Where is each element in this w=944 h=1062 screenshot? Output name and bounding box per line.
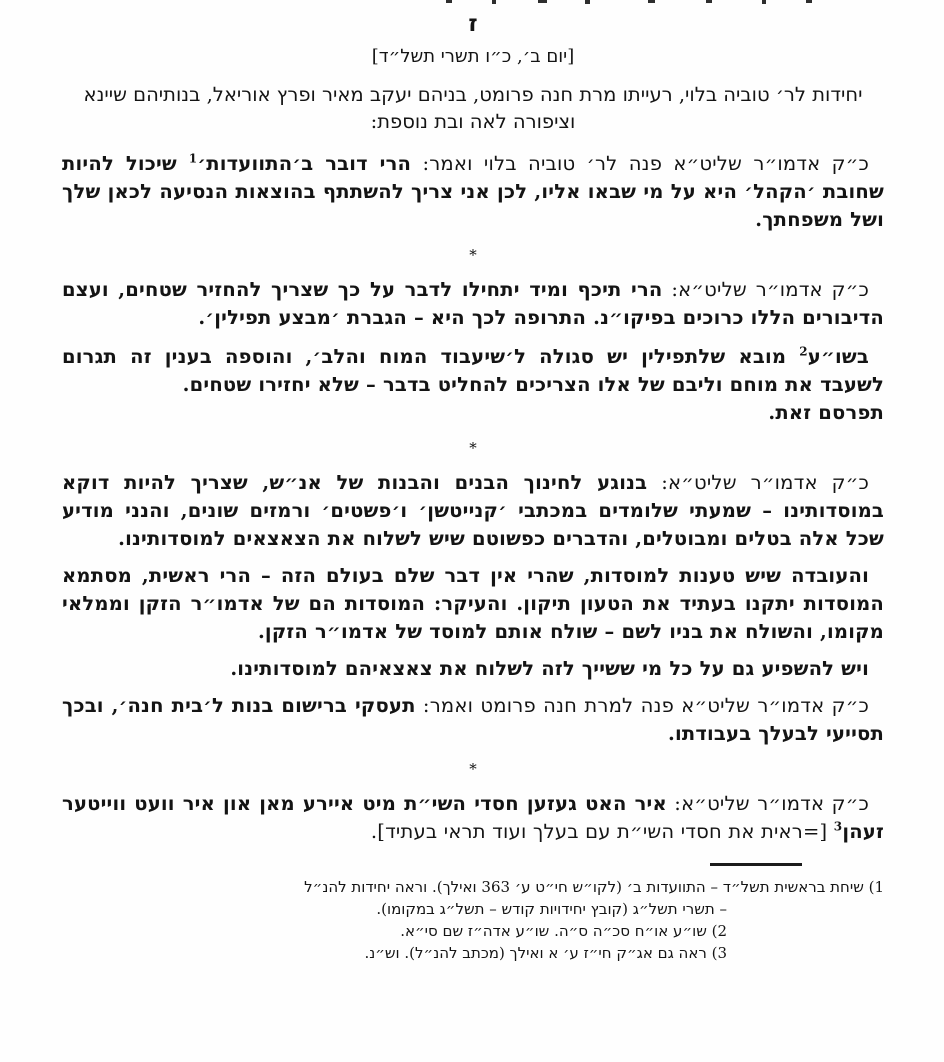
footnote-2: 2) שו״ע או״ח סכ״ה ס״ה. שו״ע אדה״ז שם סי״א. <box>400 921 727 940</box>
footnotes-block <box>62 876 884 964</box>
paragraph-taanos-mosdos: והעובדה שיש טענות למוסדות, שהרי אין דבר שלם בעולם הזה – הרי ראשית, מסתמא המוסדות יתקנו בעתיד את הטעון תיקון. והעיקר: המוסדות הם של אדמו״ר הזקן וממלאי מקומו, והשולח את בניו לשם – שולח אותם למוסד של אדמו״ר הזקן. <box>62 563 884 643</box>
footnote-separator-line <box>710 863 802 866</box>
paragraph-shulchan-aruch-segulah: בשו״ע$^2$ מובא שלתפילין יש סגולה ל׳שיעבוד המוח והלב׳, והוספה בענין זה תגרום לשעבד את מוחם וליבם של אלו הצריכים להחליט בדבר – שלא יחזירו שטחים. תפרסם זאת. <box>62 344 884 424</box>
paragraph-hashpaah: ויש להשפיע גם על כל מי ששייך לזה לשלוח את צאצאיהם למוסדותינו. <box>230 656 869 680</box>
footnote-1-line-2: – תשרי תשל״ג (קובץ יחידויות קודש – תשל״ג במקומו). <box>376 899 727 918</box>
paragraph-chinuch-mosdos: כ״ק אדמו״ר שליט״א: בנוגע לחינוך הבנים והבנות של אנ״ש, שצריך להיות דוקא במוסדותינו – שמעתי שלומדים במכתבי ׳קנייטשן׳ ו׳פשטים׳ ורמזים שונים, והנני מודיע שכל אלה בטלים ומבוטלים, והדברים כפשוטם שיש לשלוח את הצאצאים למוסדותינו. <box>62 470 884 550</box>
asterisk-separator-2: * <box>469 438 477 457</box>
text-column <box>0 12 944 964</box>
yechidus-heading: יחידות לר׳ טוביה בלוי, רעייתו מרת חנה פרומט, בניהם יעקב מאיר ופרץ אוריאל, בנותיהם שיינא וציפורה לאה ובת נוספת: <box>83 82 863 133</box>
paragraph-beis-chana: כ״ק אדמו״ר שליט״א פנה למרת חנה פרומט ואמר: תעסקי ברישום בנות ל׳בית חנה׳, ובכך תסייעי לבעלך בעבודתו. <box>62 693 884 745</box>
paragraph-yiddish-blessing: כ״ק אדמו״ר שליט״א: איר האט געזען חסדי השי״ת מיט איירע מאן און איר וועט ווייטער זעהן$^3$ [=ראית את חסדי השי״ת עם בעלך ועוד תראי בעתיד]. <box>62 791 884 843</box>
section-number: ז <box>468 10 478 37</box>
footnote-1-line-1: 1) שיחת בראשית תשל״ד – התוועדות ב׳ (לקו״ש חי״ט ע׳ 363 ואילך). וראה יחידות להנ״ל <box>304 877 884 896</box>
footnote-3: 3) ראה גם אג״ק חי״ז ע׳ א ואילך (מכתב להנ״ל). וש״נ. <box>364 943 727 962</box>
asterisk-separator-1: * <box>469 245 477 264</box>
asterisk-separator-3: * <box>469 759 477 778</box>
paragraph-shetachim-tefillin: כ״ק אדמו״ר שליט״א: הרי תיכף ומיד יתחילו לדבר על כך שצריך להחזיר שטחים, ועצם הדיבורים הללו כרוכים בפיקו״נ. התרופה לכך היא – הגברת ׳מבצע תפילין׳. <box>62 277 884 329</box>
paragraph-travel-expenses: כ״ק אדמו״ר שליט״א פנה לר׳ טוביה בלוי ואמר: הרי דובר ב׳התוועדות׳$^1$ שיכול להיות שחובת ׳הקהל׳ היא על מי שבאו אליו, לכן אני צריך להשתתף בהוצאות הנסיעה לכאן שלך ושל משפחתך. <box>62 151 884 231</box>
date-line: [יום ב׳, כ״ו תשרי תשל״ד] <box>371 46 575 67</box>
